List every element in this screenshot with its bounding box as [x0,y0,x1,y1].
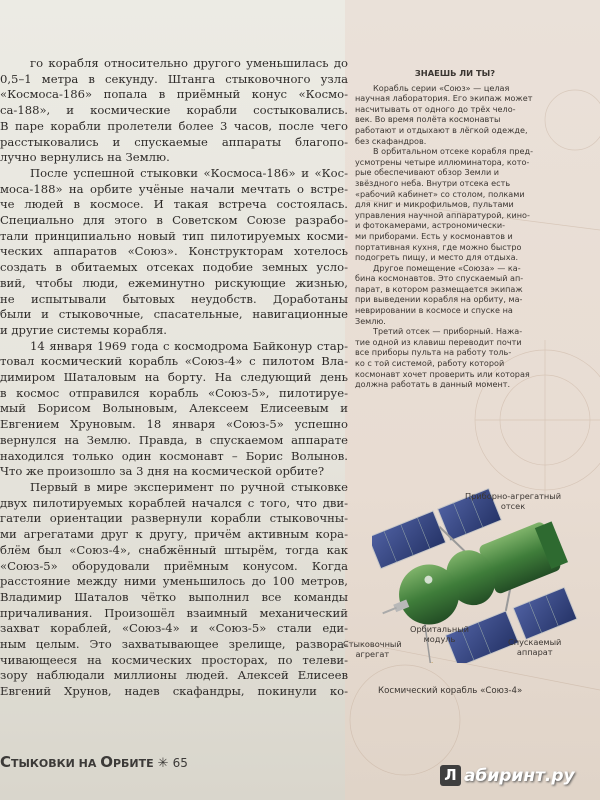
label-orbital-module: Орбитальный модуль [410,624,469,644]
sidebar-text-line: без скафандров. [355,135,427,146]
text-line: находился только один космонавт – Борис Волынов. [0,448,348,463]
labirint-watermark [440,765,575,786]
text-line: «Союз-5» оборудовали приёмным конусом. Когда [0,558,348,573]
text-line: зору наблюдали миллионы людей. Алексей Елисеев [0,668,348,683]
text-line: вий, чтобы люди, ежеминутно рискующие жизнью, [0,275,348,290]
label-instrument-compartment: Приборно-агрегатный отсек [465,491,562,511]
text-line: 14 января 1969 года с космодрома Байконур стар- [30,338,348,353]
sidebar-text-line: «рабочий кабинет» со столом, полками [355,188,525,199]
text-line: Что же произошло за 3 дня на космической орбите? [0,464,325,479]
sidebar-text-line: и фотокамерами, астрономически- [355,220,506,231]
sidebar-text-line: ми приборами. Есть у космонавтов и [355,230,513,241]
sidebar-text-line: парат, в котором размещается экипаж [355,283,523,294]
sidebar-text-line: все приборы пульта на работу толь- [355,347,512,358]
text-line: мый Борисом Волыновым, Алексеем Елисеевым и [0,401,348,416]
text-line: расстояние между ними уменьшилось до 100 метров, [0,574,348,589]
sidebar-text-line: Третий отсек — приборный. Нажа- [373,326,523,337]
text-line: причаливания. Произошёл взаимный механический [0,605,348,620]
sidebar-text-line: должна работать в данный момент. [355,379,511,390]
figure-caption: Космический корабль «Союз-4» [378,686,523,696]
footer-word-1: ТЫКОВКИ НА [11,757,101,770]
sidebar-text-line: В орбитальном отсеке корабля пред- [373,146,534,157]
text-line: В паре корабли пролетели более 3 часов, после чего [0,118,348,133]
text-line: чивающееся на космических просторах, по телеви- [0,652,348,667]
text-line: Евгением Хруновым. 18 января «Союз-5» успешно [0,417,348,432]
text-line: в космос отправился корабль «Союз-5», пилотируе- [0,385,348,400]
text-line: блём был «Союз-4», снабжённый штырём, тогда как [0,542,348,557]
star-icon: ✳ [157,756,169,771]
sidebar-text-line: подогреть пищу, и место для отдыха. [355,252,519,263]
main-article-text [0,56,348,700]
sidebar-text-line: насчитывать от одного до трёх чело- [355,103,516,114]
did-you-know-box [355,68,555,390]
did-you-know-title: ЗНАЕШЬ ЛИ ТЫ? [414,68,496,78]
text-line: расстыковались и спускаемые аппараты благопо- [0,134,348,149]
text-line: гатели ориентации развернули корабли стыковочны- [0,511,348,526]
sidebar-text-line: ко с той системой, работу которой [355,358,505,369]
text-line: са-188», и космические корабли состыковались. [0,103,348,118]
text-line: Владимир Шаталов чётко выполнил все команды [0,589,348,604]
sidebar-text-line: для книг и микрофильмов, пультами [355,199,514,210]
text-line: димиром Шаталовым на борту. На следующий день [0,370,348,385]
label-docking-unit: Стыковочный агрегат [343,639,402,659]
text-line: Специально для этого в Советском Союзе разрабо- [0,213,348,228]
sidebar-text-line: управления научной аппаратурой, кино- [355,209,530,220]
label-descent-module: Спускаемый аппарат [508,637,562,657]
text-line: захват кораблей, «Союз-4» и «Союз-5» стали еди- [0,621,348,636]
sidebar-text-line: тие одной из клавиш переводит почти [355,336,522,347]
text-line: лучно вернулись на Землю. [0,150,170,165]
text-line: Первый в мире эксперимент по ручной стыковке [30,479,348,494]
text-line: тали принципиально новый тип пилотируемых косми- [0,228,348,243]
sidebar-text-line: усмотрены четыре иллюминатора, кото- [355,156,530,167]
sidebar-text-line: рые обеспечивают обзор Земли и [355,167,500,178]
text-line: вернулся на Землю. Правда, в спускаемом аппарате [0,432,348,447]
text-line: моса-188» на орбите учёные начали мечтать о встре- [0,181,348,196]
labirint-logo-icon: Л [440,765,461,786]
text-line: «Космоса-186» попала в приёмный конус «Космо- [0,87,348,102]
footer-initial-2: О [100,753,113,771]
text-line: Евгений Хрунов, надев скафандры, покинули ко- [0,684,348,699]
sidebar-text-line: при выведении корабля на орбиту, ма- [355,294,523,305]
page-footer [0,752,188,771]
did-you-know-body [355,83,555,390]
sidebar-text-line: Землю. [355,315,386,326]
sidebar-text-line: Корабль серии «Союз» — целая [373,82,510,93]
soyuz-4-illustration [372,488,600,663]
sidebar-text-line: научная лаборатория. Его экипаж может [355,93,533,104]
sidebar-text-line: работают и отдыхают в лёгкой одежде, [355,124,528,135]
text-line: ми агрегатами друг к другу, причём активным кора- [0,527,348,542]
sidebar-text-line: звёздного неба. Внутри отсека есть [355,177,511,188]
text-line: че людей в космосе. И такая встреча состоялась. [0,197,348,212]
text-line: не испытывали бытовых неудобств. Доработаны [0,291,348,306]
text-line: были и стыковочные, спасательные, навигационные [0,307,348,322]
text-line: товал космический корабль «Союз-4» с пилотом Вла- [0,354,348,369]
page-number: 65 [172,756,188,770]
text-line: го корабля относительно другого уменьшилась до [30,56,348,70]
text-line: создать в обитаемых отсеках подобие земных усло- [0,260,348,275]
text-line: и другие системы корабля. [0,322,167,337]
sidebar-text-line: портативная кухня, где можно быстро [355,241,522,252]
watermark-text: абиринт.ру [464,765,575,786]
text-line: ческих аппаратов «Союз». Конструкторам хотелось [0,244,348,259]
sidebar-text-line: Другое помещение «Союза» — ка- [373,262,521,273]
text-line: ным целым. Это захватывающее зрелище, разворa- [0,637,348,652]
sidebar-text-line: неврировании в космосе и спуске на [355,305,513,316]
sidebar-text-line: век. Во время полёта космонавты [355,114,501,125]
text-line: После успешной стыковки «Космоса-186» и «Кос- [30,165,348,180]
footer-initial-1: С [0,753,12,771]
sidebar-text-line: бина космонавтов. Это спускаемый ап- [355,273,524,284]
footer-word-2: РБИТЕ [112,757,154,770]
sidebar-text-line: космонавт хочет проверить или которая [355,368,530,379]
text-line: двух пилотируемых кораблей начался с того, что дви- [0,495,348,510]
text-line: 0,5–1 метра в секунду. Штанга стыковочного узла [0,71,348,86]
